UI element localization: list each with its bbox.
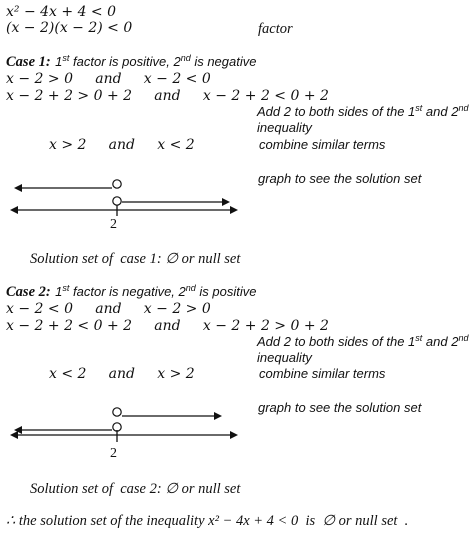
case2-inequalities: x − 2 < 0 and x − 2 > 0 [6,301,211,317]
case2-ray-right-arrow [214,412,222,420]
case1-number-line-graph [0,174,474,240]
case2-axis-left-arrow [10,431,18,439]
factor-note: factor [258,21,293,37]
case2-description: 1st factor is negative, 2nd is positive [55,283,257,299]
factored-inequality: (x − 2)(x − 2) < 0 [6,20,133,36]
case1-add-step: x − 2 + 2 > 0 + 2 and x − 2 + 2 < 0 + 2 [6,88,329,104]
case1-open-circle-upper [113,180,121,188]
case1-combine-note: combine similar terms [259,137,386,152]
case2-add-note-cont: inequality [257,350,312,365]
case1-add-note-cont: inequality [257,120,312,135]
case2-solution: Solution set of case 2: ∅ or null set [30,481,241,497]
case1-tick-label: 2 [110,217,117,232]
case1-result: x > 2 and x < 2 [49,137,195,153]
case1-ray-right-arrow [222,198,230,206]
case1-ray-left-arrow [14,184,22,192]
case2-add-step: x − 2 + 2 < 0 + 2 and x − 2 + 2 > 0 + 2 [6,318,329,334]
case2-graph-note: graph to see the solution set [258,400,422,415]
case2-add-note: Add 2 to both sides of the 1st and 2nd [257,333,469,349]
case1-description: 1st factor is positive, 2nd is negative [55,53,257,69]
case2-combine-note: combine similar terms [259,366,386,381]
case1-open-circle-lower [113,197,121,205]
case1-axis-left-arrow [10,206,18,214]
case1-graph-note: graph to see the solution set [258,171,422,186]
case2-number-line-graph [0,404,474,470]
case2-axis-right-arrow [230,431,238,439]
case2-result: x < 2 and x > 2 [49,366,195,382]
case1-heading [6,54,256,70]
case2-title: Case 2: [6,284,51,300]
case1-title: Case 1: [6,54,51,70]
case1-axis-right-arrow [230,206,238,214]
case2-open-circle-upper [113,408,121,416]
case2-heading [6,284,256,300]
case1-solution: Solution set of case 1: ∅ or null set [30,251,241,267]
case2-open-circle-lower [113,423,121,431]
original-inequality: x² − 4x + 4 < 0 [6,4,117,20]
conclusion: ∴ the solution set of the inequality x² − 4x + 4 < 0 is ∅ or null set . [6,513,409,529]
case2-tick-label: 2 [110,446,117,461]
case1-add-note: Add 2 to both sides of the 1st and 2nd [257,103,469,119]
case1-inequalities: x − 2 > 0 and x − 2 < 0 [6,71,211,87]
